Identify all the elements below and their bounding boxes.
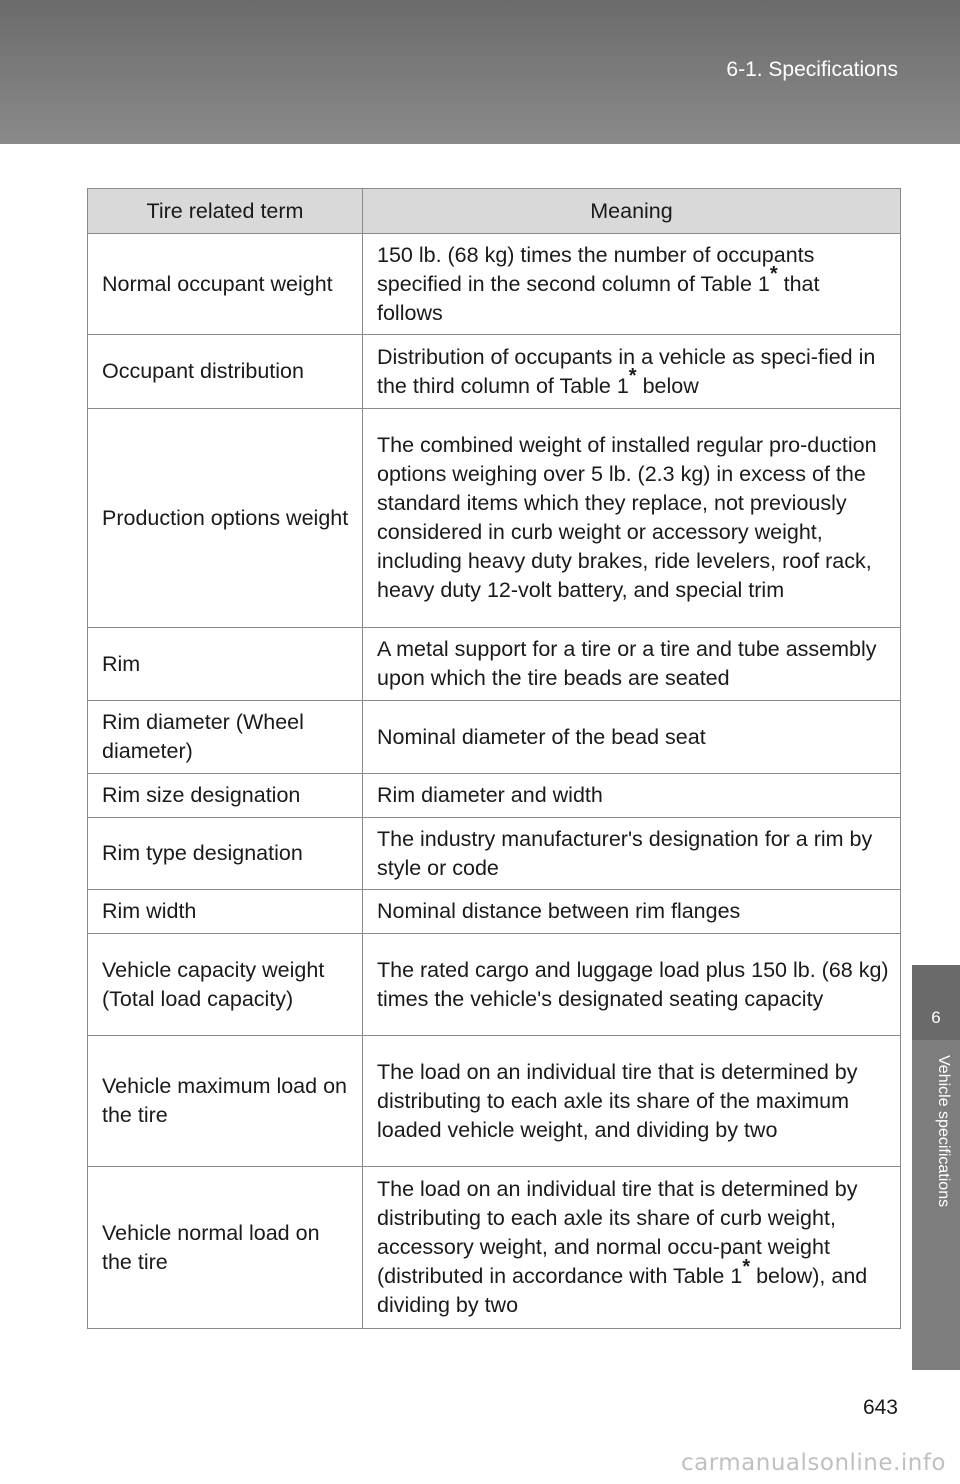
watermark: carmanualsonline.info <box>680 1450 946 1476</box>
chapter-label: Vehicle specifications <box>935 1055 952 1208</box>
table-row <box>88 818 901 890</box>
asterisk-footnote: * <box>742 1255 751 1278</box>
meaning-cell: Nominal diameter of the bead seat <box>363 701 901 774</box>
table-row <box>88 890 901 934</box>
term-cell: Vehicle capacity weight (Total load capacity) <box>88 934 363 1036</box>
chapter-number: 6 <box>912 965 960 1040</box>
meaning-cell: The industry manufacturer's designation for a rim by style or code <box>363 818 901 890</box>
meaning-cell: The rated cargo and luggage load plus 150 lb. (68 kg) times the vehicle's designated seating capacity <box>363 934 901 1036</box>
meaning-cell: Nominal distance between rim flanges <box>363 890 901 934</box>
meaning-cell: The load on an individual tire that is determined by distributing to each axle its share of curb weight, accessory weight, and normal occu-pant weight (distributed in accordance with Table 1* below), and dividing by two <box>363 1167 901 1329</box>
page-header <box>0 0 960 144</box>
table-row <box>88 934 901 1036</box>
term-cell: Rim diameter (Wheel diameter) <box>88 701 363 774</box>
meaning-cell: The load on an individual tire that is determined by distributing to each axle its share of the maximum loaded vehicle weight, and dividing by two <box>363 1036 901 1167</box>
header-term: Tire related term <box>88 189 363 234</box>
table-row <box>88 234 901 335</box>
table-row <box>88 335 901 409</box>
term-cell: Vehicle maximum load on the tire <box>88 1036 363 1167</box>
table-row <box>88 1036 901 1167</box>
term-cell: Rim width <box>88 890 363 934</box>
table-row <box>88 1167 901 1329</box>
table-header-row <box>88 189 901 234</box>
term-cell: Production options weight <box>88 409 363 628</box>
meaning-cell: Rim diameter and width <box>363 774 901 818</box>
header-meaning: Meaning <box>363 189 901 234</box>
table-row <box>88 701 901 774</box>
asterisk-footnote: * <box>628 365 637 388</box>
table-row <box>88 774 901 818</box>
term-cell: Rim size designation <box>88 774 363 818</box>
meaning-cell: A metal support for a tire or a tire and tube assembly upon which the tire beads are seated <box>363 628 901 701</box>
page-number: 643 <box>862 1396 898 1419</box>
term-cell: Rim <box>88 628 363 701</box>
term-cell: Vehicle normal load on the tire <box>88 1167 363 1329</box>
asterisk-footnote: * <box>769 263 778 286</box>
tire-terms-table <box>87 188 901 1329</box>
term-cell: Rim type designation <box>88 818 363 890</box>
table-row <box>88 628 901 701</box>
table-row <box>88 409 901 628</box>
meaning-cell: Distribution of occupants in a vehicle as speci-fied in the third column of Table 1* below <box>363 335 901 409</box>
term-cell: Normal occupant weight <box>88 234 363 335</box>
term-cell: Occupant distribution <box>88 335 363 409</box>
meaning-cell: 150 lb. (68 kg) times the number of occupants specified in the second column of Table 1* that follows <box>363 234 901 335</box>
meaning-cell: The combined weight of installed regular pro-duction options weighing over 5 lb. (2.3 kg) in excess of the standard items which they replace, not previously considered in curb weight or accessory weight, including heavy duty brakes, ride levelers, roof rack, heavy duty 12-volt battery, and special trim <box>363 409 901 628</box>
section-title: 6-1. Specifications <box>726 58 898 81</box>
chapter-tab <box>912 965 960 1370</box>
